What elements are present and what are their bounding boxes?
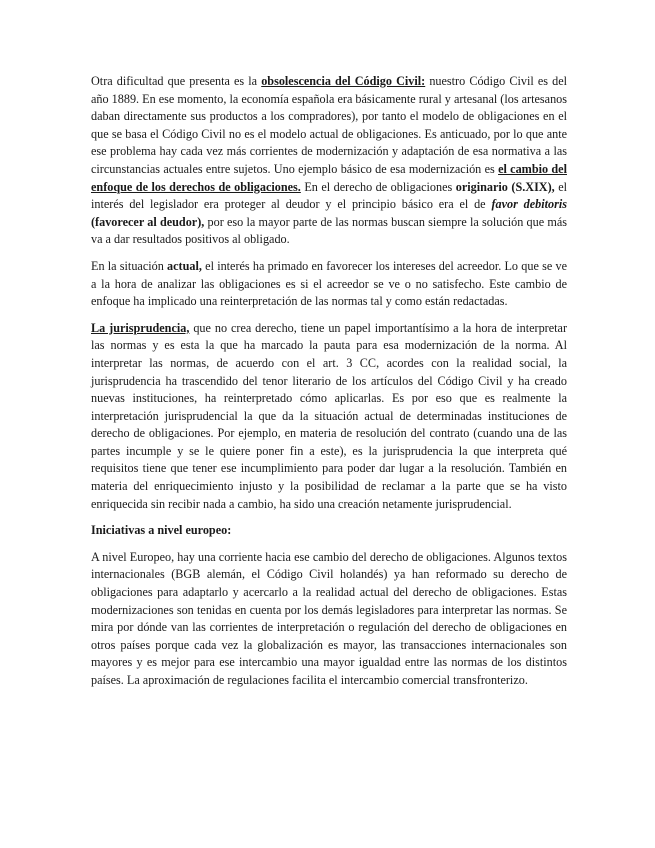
emphasis-actual: actual,	[167, 258, 202, 273]
document-body	[91, 73, 567, 699]
paragraph-obsolescencia	[91, 73, 567, 249]
text-run: que no crea derecho, tiene un papel importantísimo a la hora de interpretar las normas y es esta la que ha marcado la pauta para esa modernización de la norma. Al interpretar las normas, de acuerdo con el art. 3 CC, acordes con la realidad social, la jurisprudencia ha trascendido del tenor literario de los artículos del Código Civil y ha creado nuevas instituciones, ha reinterpretado cómo aplicarlas. Es por eso que es realmente la interpretación jurisprudencial la que da la situación actual de determinadas instituciones de derecho de obligaciones. Por ejemplo, en materia de resolución del contrato (cuando una de las partes incumple y se le quiere poner fin a este), es la jurisprudencia la que interpreta qué requisitos tiene que tener ese incumplimiento para poder dar lugar a la resolución. También en materia del enriquecimiento injusto y la posibilidad de reclamar a la parte que se ha visto enriquecida sin recibir nada a cambio, ha sido una creación netamente jurisprudencial.	[91, 320, 568, 511]
emphasis-cambio-enfoque: el cambio del enfoque de los derechos de obligaciones.	[91, 161, 567, 194]
emphasis-obsolescencia: obsolescencia del Código Civil:	[261, 74, 426, 88]
text-run: En el derecho de obligaciones	[300, 179, 456, 194]
text-run: Otra dificultad que presenta es la	[91, 74, 262, 88]
text-run: En la situación	[91, 258, 168, 273]
section-heading: Iniciativas a nivel europeo:	[91, 523, 232, 538]
text-run: el interés ha primado en favorecer los intereses del acreedor. Lo que se ve a la hora de analizar las obligaciones es si el acreedor se ve o no satisfecho. Este cambio de enfoque ha implicado una reinterpretación de las normas tal y como están redactadas.	[91, 258, 567, 309]
emphasis-favorecer-deudor: (favorecer al deudor),	[91, 214, 205, 229]
emphasis-favor-debitoris: favor debitoris	[491, 197, 568, 212]
text-run: nuestro Código Civil es del año 1889. En ese momento, la economía española era básicamente rural y artesanal (los artesanos daban directamente sus productos a los compradores), por tanto el modelo de obligaciones en el que se basa el Código Civil no es el modelo actual de obligaciones. Es anticuado, por lo que ante ese problema hay cada vez más corrientes de modernización y adaptación de esa normativa a las circunstancias actuales entre sujetos. Uno ejemplo básico de esa modernización es	[91, 74, 567, 176]
paragraph-nivel-europeo: A nivel Europeo, hay una corriente hacia ese cambio del derecho de obligaciones. Algunos textos internacionales (BGB alemán, el Código Civil holandés) ya han reformado su derecho de obligaciones para adaptarlo y acercarlo a la realidad actual del derecho de obligaciones. Estas modernizaciones son tenidas en cuenta por los demás legisladores para interpretar las normas. Se mira por dónde van las corrientes de interpretación o regulación del derecho de obligaciones en otros países porque cada vez la globalización es mayor, las transacciones internacionales son mayores y es mejor para ese intercambio una mayor igualdad entre las normas de los distintos países. La aproximación de regulaciones facilita el intercambio comercial transfronterizo.	[91, 549, 567, 687]
emphasis-jurisprudencia: La jurisprudencia,	[91, 320, 190, 335]
paragraph-situacion-actual	[91, 258, 567, 311]
emphasis-originario: originario (S.XIX),	[455, 179, 555, 194]
text-run: por eso la mayor parte de las normas buscan siempre la solución que más va a dar resultados positivos al obligado.	[91, 214, 567, 247]
text-run: el interés del legislador era proteger al deudor y el principio básico era el de	[91, 179, 567, 212]
paragraph-jurisprudencia	[91, 320, 567, 514]
